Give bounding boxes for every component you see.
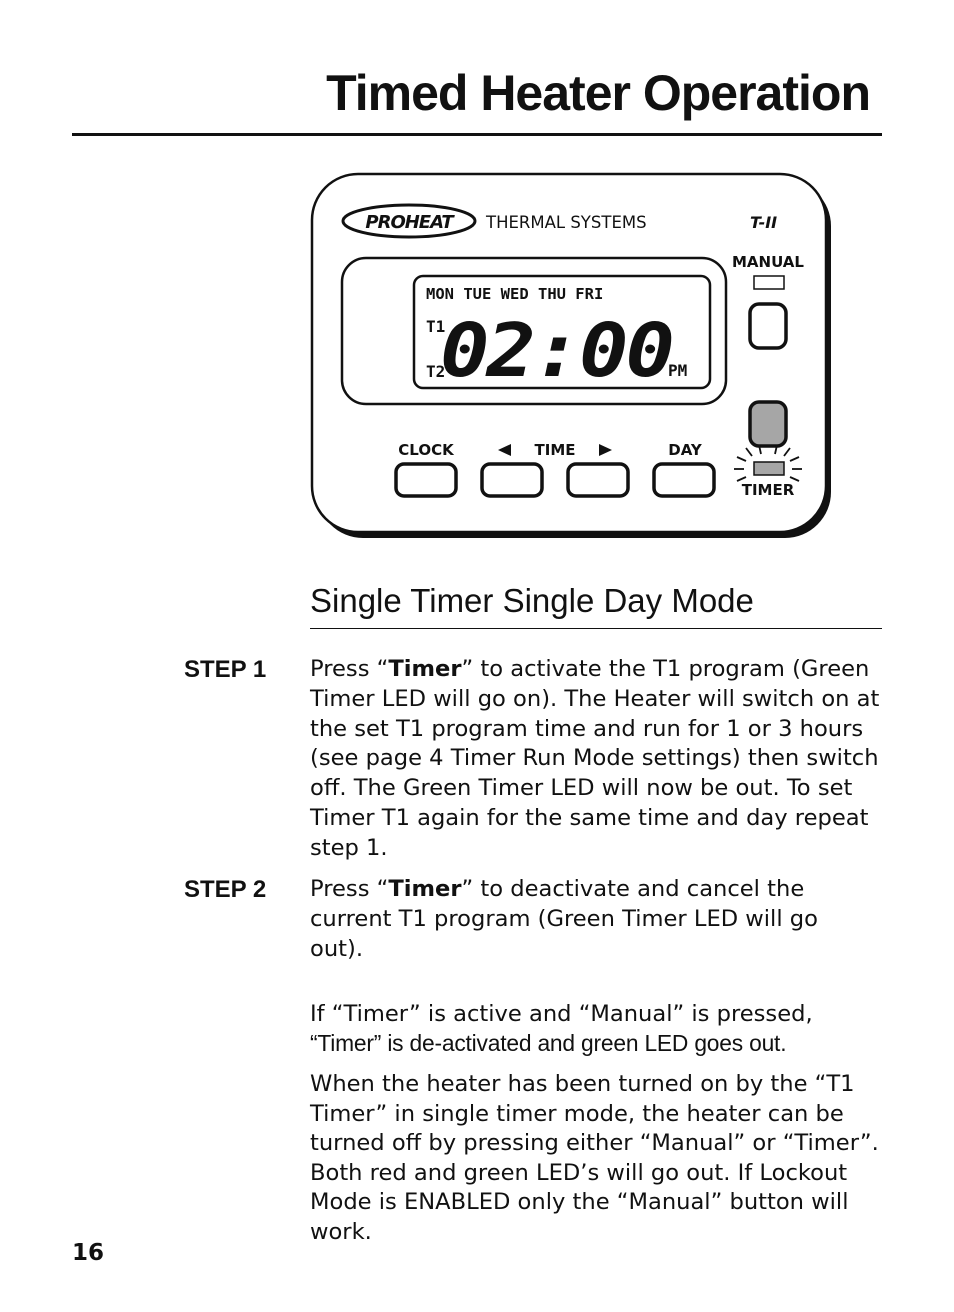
step-text: Press “Timer” to activate the T1 program (Green Timer LED will go on). The Heater will switch on at the set T1 program time and run for 1 or 3 hours (see page 4 Timer Run Mode settings) then switch off. The Green Timer LED will now be out. To set Timer T1 again for the same time and day repeat step 1. [310, 656, 880, 861]
note-timer-deactivated-line: “Timer” is de-activated and green LED goes out. [310, 1030, 787, 1056]
timer-led [754, 462, 784, 475]
lcd-meridiem: PM [668, 361, 688, 380]
timer-controller-illustration [310, 172, 834, 542]
clock-button [396, 464, 456, 496]
step-label: STEP 2 [184, 876, 267, 903]
section-divider [310, 628, 882, 629]
manual-label: MANUAL [732, 253, 804, 271]
brand-suffix: THERMAL SYSTEMS [486, 213, 647, 232]
timer-keyword: Timer [388, 876, 462, 902]
day-label: DAY [668, 441, 702, 459]
timer-label: TIMER [741, 481, 795, 499]
title-divider [72, 133, 882, 136]
time-forward-button [568, 464, 628, 496]
lcd-t2: T2 [426, 362, 446, 381]
day-button [654, 464, 714, 496]
clock-label: CLOCK [398, 441, 454, 459]
manual-led [754, 276, 784, 289]
step-text: Press “Timer” to deactivate and cancel the current T1 program (Green Timer LED will go out). [310, 876, 818, 962]
brand-logo: PROHEAT [365, 212, 453, 233]
note-turn-off: When the heater has been turned on by the “T1 Timer” in single timer mode, the heater can be turned off by pressing either “Manual” or “Timer”. Both red and green LED’s will go out. If Lockout Mode is ENABLED only the “Manual” button will work. [310, 1071, 879, 1245]
time-label: TIME [534, 441, 576, 459]
time-back-button [482, 464, 542, 496]
lcd-t1: T1 [426, 317, 446, 336]
controller-drawing [310, 172, 834, 542]
lcd-days: MON TUE WED THU FRI [426, 285, 604, 303]
model-label: T-II [750, 213, 778, 232]
step-label: STEP 1 [184, 656, 267, 683]
section-title: Single Timer Single Day Mode [310, 582, 754, 619]
lcd-time: 02:00 [440, 308, 672, 394]
note-timer-manual-line: If “Timer” is active and “Manual” is pressed, [310, 1001, 813, 1027]
page-number: 16 [72, 1240, 105, 1266]
page-title: Timed Heater Operation [326, 65, 870, 121]
manual-button [750, 304, 786, 348]
timer-button [750, 402, 786, 446]
timer-keyword: Timer [388, 656, 462, 682]
